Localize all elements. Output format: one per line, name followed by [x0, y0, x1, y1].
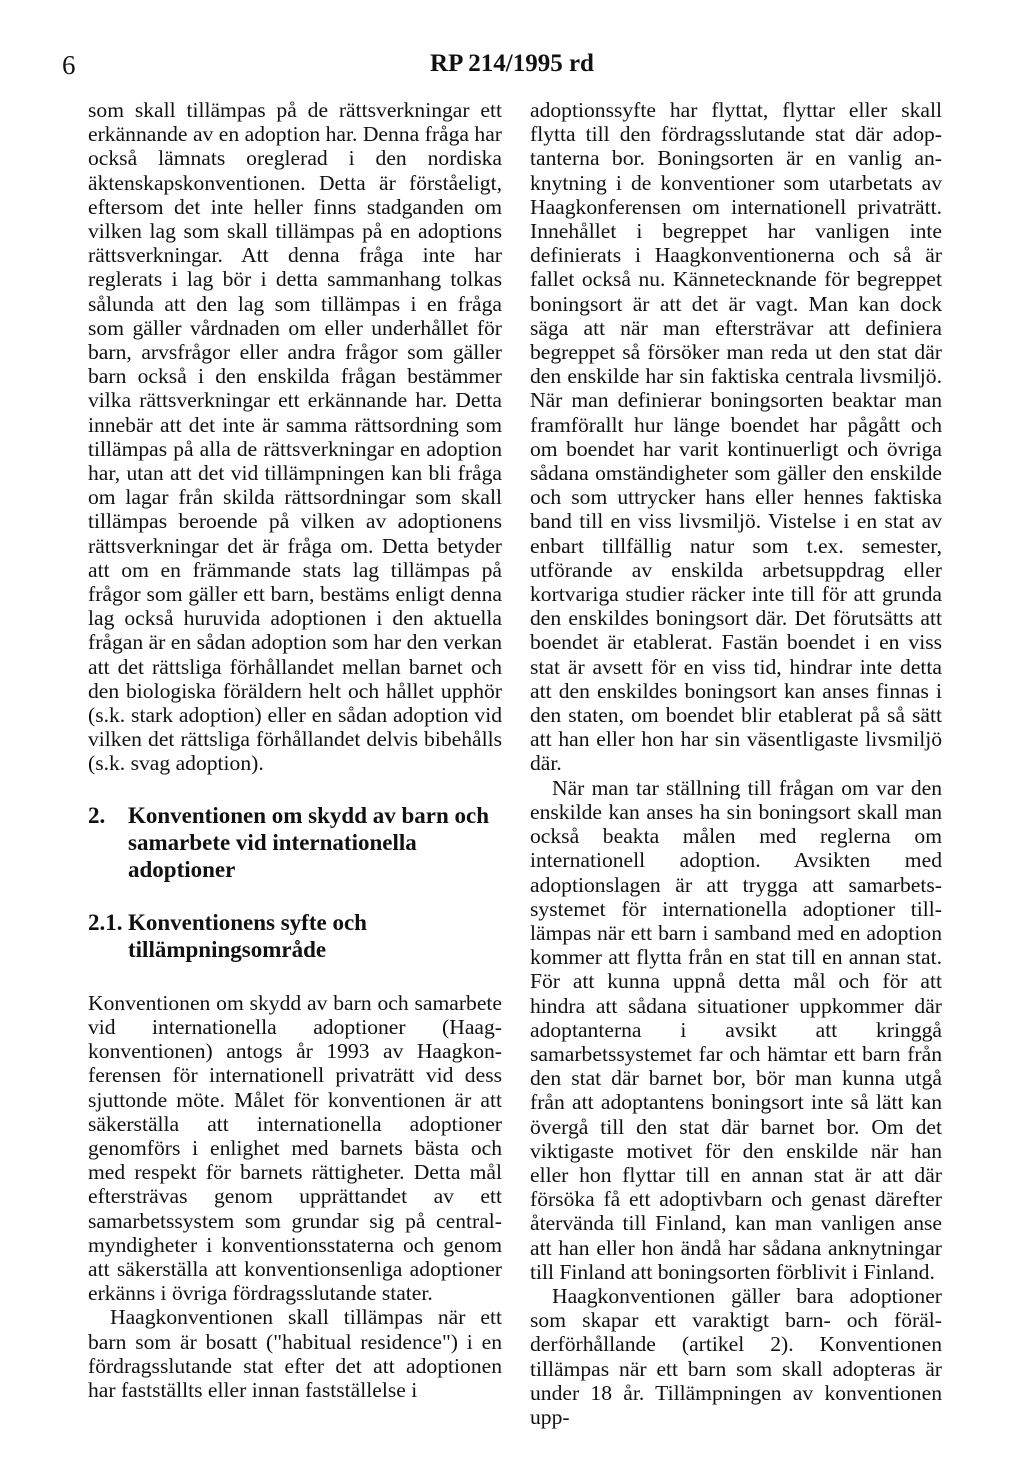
page-number: 6 [62, 50, 76, 80]
left-paragraph-2: Konventionen om skydd av barn och samarbete vid internationella adoptioner (Haagkonventionen) antogs år 1993 av Haagkonferensen för internationell privaträtt vid dess sjuttonde möte. Målet för konventionen är att säkerställa att internationella adoptioner genomförs i enlighet med barnets bästa och med respekt för barnets rättigheter. Detta mål eftersträvas genom upprättandet av ett samarbetssystem som grundar sig på centralmyndigheter i konventionsstaterna och genom att säkerställa att konventionsenliga adoptioner erkänns i övriga fördragsslutande stater. [88, 990, 502, 1306]
section-title-2-1: Konventionens syfte och tillämpningsområde [128, 909, 367, 962]
section-title-2: Konventionen om skydd av barn och samarbete vid internationella adoptioner [128, 802, 490, 882]
left-paragraph-3: Haagkonventionen skall tillämpas när ett barn som är bosatt ("habitual residence") i en fördragsslutande stat efter det att adoptionen har fastställts eller innan fastställelse i [88, 1305, 502, 1402]
left-column [88, 98, 502, 1402]
left-paragraph-1: som skall tillämpas på de rättsverkningar ett erkännande av en adoption har. Denna fråga har också lämnats oreglerad i den nordiska äktenskapskonventionen. Detta är förståeligt, eftersom det inte heller finns stadganden om vilken lag som skall tillämpas på en adoptions rättsverkningar. Att denna fråga inte har reglerats i lag bör i detta sammanhang tolkas sålunda att den lag som tillämpas i en fråga som gäller vårdnaden om eller underhållet för barn, arvsfrågor eller andra frågor som gäller barn också i den enskilda frågan bestämmer vilka rättsverkningar ett erkännande har. Detta innebär att det inte är samma rättsordning som tillämpas på alla de rättsverkningar en adoption har, utan att det vid tillämpningen kan bli fråga om lagar från skilda rättsordningar som skall tillämpas beroende på vilken av adoptionens rättsverkningar det är fråga om. Detta betyder att om en främmande stats lag tillämpas på frågor som gäller ett barn, bestäms enligt denna lag också huruvida adoptionen i den aktuella frågan är en sådan adoption som har den verkan att det rättsliga förhållandet mellan barnet och den biologiska föräldern helt och hållet upphör (s.k. stark adoption) eller en sådan adoption vid vilken det rättsliga förhållandet delvis bibehålls (s.k. svag adoption). [88, 98, 502, 776]
right-paragraph-2: När man tar ställning till frågan om var den enskilde kan anses ha sin boningsort skall man också beakta målen med reglerna om internationell adoption. Avsikten med adoptionslagen är att trygga att samarbetssystemet för internationella adoptioner tilllämpas när ett barn i samband med en adoption kommer att flytta från en stat till en annan stat. För att kunna uppnå detta mål och för att hindra att sådana situationer uppkommer där adoptanterna i avsikt att kringgå samarbetssystemet far och hämtar ett barn från den stat där barnet bor, bör man kunna utgå från att adoptantens boningsort inte så lätt kan övergå till den stat där barnet bor. Om det viktigaste motivet för den enskilde när han eller hon flyttar till en annan stat är att där försöka få ett adoptivbarn och genast därefter återvända till Finland, kan man vanligen anse att han eller hon ändå har sådana anknytningar till Finland att boningsorten förblivit i Finland. [530, 775, 942, 1284]
right-paragraph-3: Haagkonventionen gäller bara adoptioner som skapar ett varaktigt barn- och förälderförhållande (artikel 2). Konventionen tillämpas när ett barn som skall adopteras är under 18 år. Tillämpningen av konventionen upp- [530, 1283, 942, 1429]
section-heading-2-1 [88, 909, 502, 963]
section-number-2: 2. [88, 802, 106, 828]
running-head: RP 214/1995 rd [430, 50, 594, 77]
section-number-2-1: 2.1. [88, 909, 123, 935]
right-paragraph-1: adoptionssyfte har flyttat, flyttar eller skall flytta till den fördragsslutande stat där adoptanterna bor. Boningsorten är en vanlig anknytning i de konventioner som utarbetats av Haagkonferensen om internationell privaträtt. Innehållet i begreppet har vanligen inte definierats i Haagkonventionerna och så är fallet också nu. Kännetecknande för begreppet boningsort är att det är vagt. Man kan dock säga att när man eftersträvar att definiera begreppet så försöker man reda ut den stat där den enskilde har sin faktiska centrala livsmiljö. När man definierar boningsorten beaktar man framförallt hur länge boendet har pågått och om boendet har varit kontinuerligt och övriga sådana omständigheter som gäller den enskilde och som uttrycker hans eller hennes faktiska band till en viss livsmiljö. Vistelse i en stat av enbart tillfällig natur som t.ex. semester, utförande av enskilda arbetsuppdrag eller kortvariga studier räcker inte till för att grunda den enskildes boningsort där. Det förutsätts att boendet är etablerat. Fastän boendet i en viss stat är avsett för en viss tid, hindrar inte detta att den enskildes boningsort kan anses finnas i den staten, om boendet blir etablerat på så sätt att han eller hon har sin väsentligaste livsmiljö där. [530, 98, 942, 776]
right-column [530, 98, 942, 1429]
section-heading-2 [88, 802, 502, 883]
